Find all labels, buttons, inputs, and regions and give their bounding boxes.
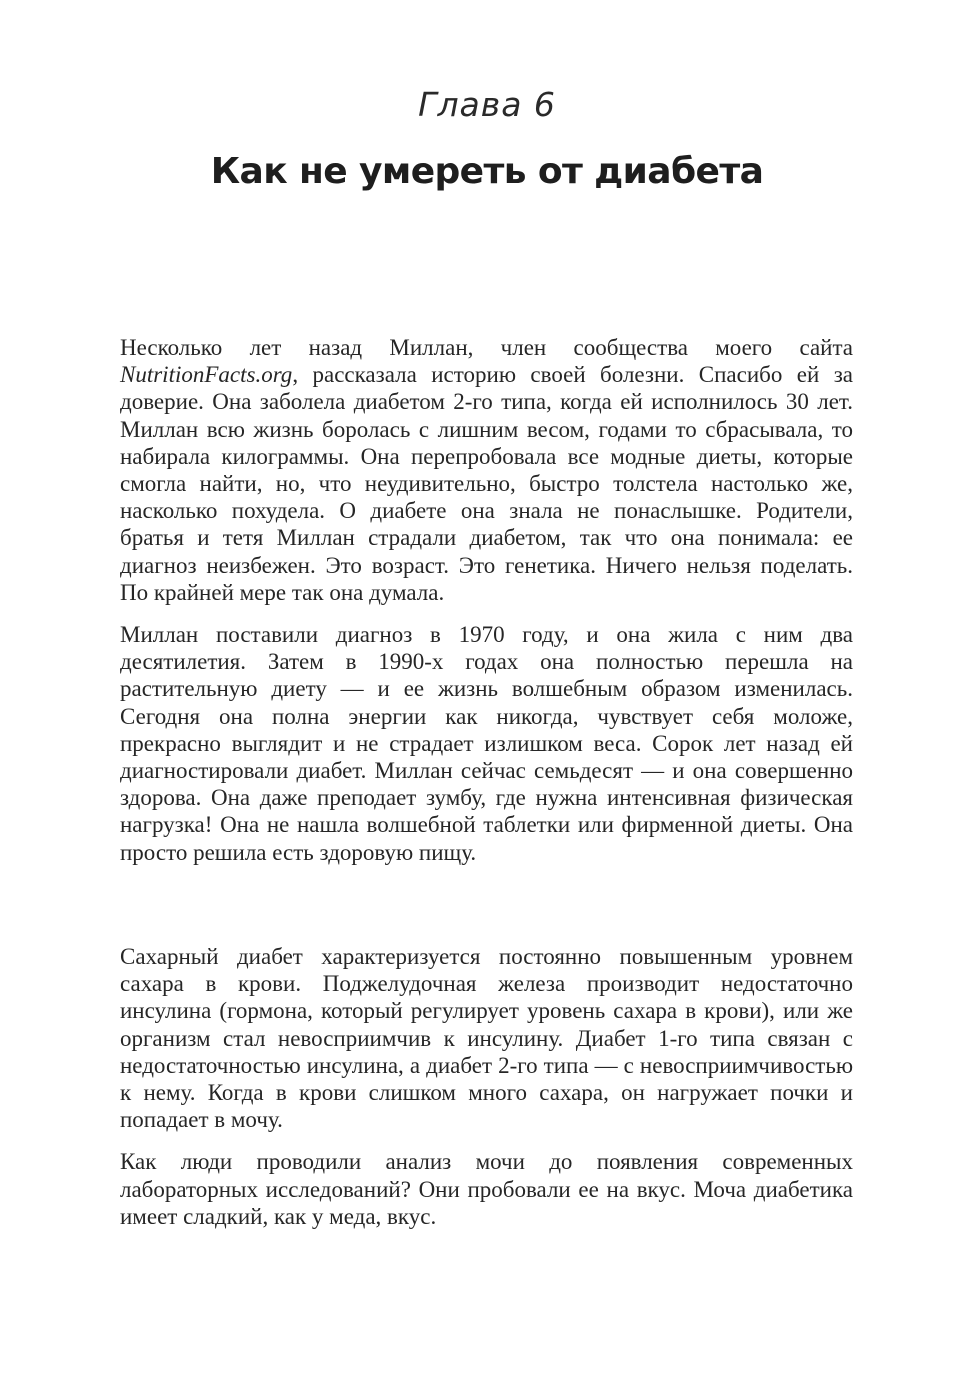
section-diabetes-definition: [120, 943, 853, 1230]
paragraph-text: , рассказала историю своей болезни. Спасибо ей за доверие. Она заболела диабетом 2-го типа, когда ей исполнилось 30 лет. Миллан всю жизнь боролась с лишним весом, годами то сбрасывала, то набирала килограммы. Она перепробовала все модные диеты, которые смогла найти, но, что неудивительно, быстро толстела настолько же, насколько похудела. О диабете она знала не понаслышке. Родители, братья и тетя Миллан страдали диабетом, так что она понимала: ее диагноз неизбежен. Это возраст. Это генетика. Ничего нельзя поделать. По крайней мере так она думала.: [120, 362, 853, 605]
chapter-number: Глава 6: [418, 85, 556, 124]
paragraph-millan-history: [120, 334, 853, 606]
paragraph-diabetes-definition: Сахарный диабет характеризуется постоянно повышенным уровнем сахара в крови. Поджелудочная железа производит недостаточно инсулина (гормона, который регулирует уровень сахара в крови), или же организм стал невосприимчив к инсулину. Диабет 1-го типа связан с недостаточностью инсулина, а диабет 2-го типа — с невосприимчивостью к нему. Когда в крови слишком много сахара, он нагружает почки и попадает в мочу.: [120, 944, 853, 1133]
site-name: NutritionFacts.org: [120, 362, 293, 388]
paragraph-millan-recovery: Миллан поставили диагноз в 1970 году, и она жила с ним два десятилетия. Затем в 1990-х годах она полностью перешла на растительную диету — и ее жизнь волшебным образом изменилась. Сегодня она полна энергии как никогда, чувствует себя моложе, прекрасно выглядит и не страдает излишком веса. Сорок лет назад ей диагностировали диабет. Миллан сейчас семьдесят — и она совершенно здорова. Она даже преподает зумбу, где нужна интенсивная физическая нагрузка! Она не нашла волшебной таблетки или фирменной диеты. Она просто решила есть здоровую пищу.: [120, 622, 853, 865]
paragraph-urine-test: Как люди проводили анализ мочи до появления современных лабораторных исследований? Они пробовали ее на вкус. Моча диабетика имеет сладкий, как у меда, вкус.: [120, 1149, 853, 1229]
paragraph-text: Несколько лет назад Миллан, член сообщества моего сайта: [120, 335, 853, 360]
section-story: [120, 334, 853, 866]
chapter-title: Как не умереть от диабета: [210, 151, 764, 192]
